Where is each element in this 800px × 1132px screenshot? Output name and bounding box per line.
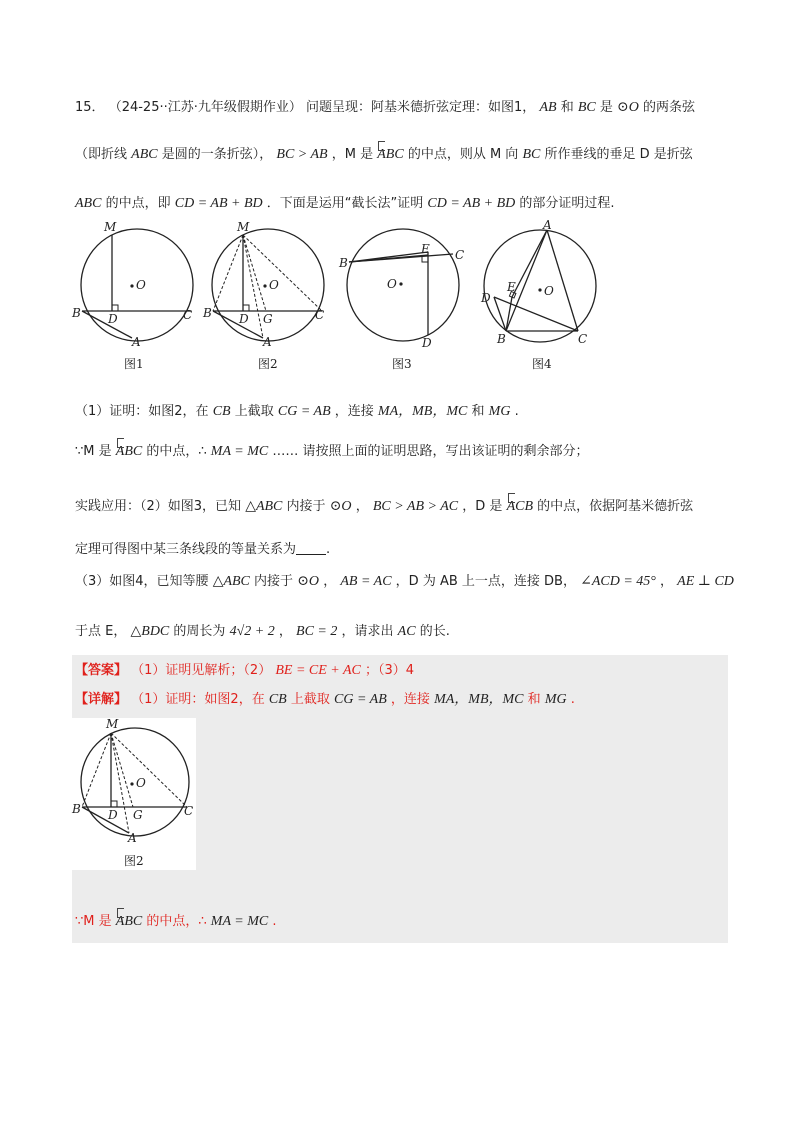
part-2-line-2 xyxy=(75,540,330,560)
text: ∵M 是 xyxy=(75,914,112,929)
text: （即折线 xyxy=(75,147,128,162)
text: 的长. xyxy=(419,624,450,639)
text: 的中点，∴ xyxy=(146,914,207,929)
detail-line xyxy=(75,690,575,710)
figure-2-detail xyxy=(72,717,196,848)
text: …… 请按照上面的证明思路，写出该证明的剩余部分； xyxy=(272,444,589,459)
label-O: O xyxy=(136,278,146,292)
text: 的周长为 xyxy=(173,624,226,639)
text: 和 xyxy=(471,404,485,419)
part-1-line xyxy=(75,402,519,422)
label-D: D xyxy=(422,336,432,350)
math-equation: BE = CE + AC xyxy=(275,663,361,678)
label-G: G xyxy=(263,312,273,326)
math-equation: CD = AB + BD xyxy=(427,196,516,211)
text: ， xyxy=(355,499,369,514)
label-C: C xyxy=(578,332,588,346)
text: 的中点，则从 M 向 xyxy=(407,147,519,162)
label-B: B xyxy=(72,802,81,816)
text: 和 xyxy=(527,692,541,707)
question-line-1 xyxy=(75,98,695,118)
label-D: D xyxy=(481,291,491,305)
label-B: B xyxy=(339,256,348,270)
part-3-line-2 xyxy=(75,622,450,642)
text: ∵M 是 xyxy=(75,444,112,459)
text: 上截取 xyxy=(290,692,330,707)
math-inequality: BC > AB xyxy=(276,147,328,162)
label-D: D xyxy=(108,808,118,822)
text: . xyxy=(272,914,277,929)
question-number: 15． xyxy=(75,100,105,115)
figure-2 xyxy=(203,222,333,352)
label-C: C xyxy=(184,804,194,818)
figure-2-detail-caption: 图2 xyxy=(124,854,144,868)
text: （1）证明见解析；（2） xyxy=(131,663,272,678)
math-BC: BC xyxy=(577,100,596,115)
math-AB: AB xyxy=(539,100,557,115)
answer-blank xyxy=(296,540,326,555)
text: ，M 是 xyxy=(331,147,374,162)
label-D: D xyxy=(239,312,249,326)
label-C: C xyxy=(455,248,465,262)
math-circleO: ⊙O xyxy=(329,499,352,514)
label-G: G xyxy=(133,808,143,822)
label-M: M xyxy=(237,220,250,234)
label-E: E xyxy=(421,242,430,256)
label-A: A xyxy=(132,335,141,349)
label-O: O xyxy=(136,776,146,790)
math-angle: ∠ACD = 45° xyxy=(580,574,656,589)
math-perimeter: 4√2 + 2 xyxy=(229,624,275,639)
math-triangle: △ABC xyxy=(212,574,250,589)
label-B: B xyxy=(203,306,212,320)
figure-4-caption: 图4 xyxy=(532,357,552,371)
math-equation: CG = AB xyxy=(277,404,331,419)
figure-3 xyxy=(335,222,465,352)
text: 的部分证明过程. xyxy=(519,196,615,211)
text: 问题呈现：阿基米德折弦定理：如图1， xyxy=(306,100,536,115)
math-perpendicular: AE ⊥ CD xyxy=(677,574,734,589)
question-line-3 xyxy=(75,194,615,214)
text: 的中点，即 xyxy=(105,196,171,211)
math-equation: CG = AB xyxy=(334,692,387,707)
label-E: E xyxy=(507,280,516,294)
part-2-line-1 xyxy=(75,497,693,517)
answer-line xyxy=(75,661,414,681)
math-CB: CB xyxy=(268,692,287,707)
math-equation: BC = 2 xyxy=(296,624,338,639)
label-O: O xyxy=(544,284,554,298)
detail-conclusion xyxy=(75,912,276,932)
math-segments: MA，MB，MC xyxy=(377,404,468,419)
text: ．下面是运用“截长法”证明 xyxy=(266,196,424,211)
label-B: B xyxy=(497,332,506,346)
label-C: C xyxy=(183,308,193,322)
math-arc-ABC: ABC xyxy=(377,145,403,165)
text: 上截取 xyxy=(234,404,274,419)
text: ， xyxy=(278,624,292,639)
math-arc-ABC: ABC xyxy=(116,912,142,932)
math-MG: MG xyxy=(544,692,567,707)
text: 内接于 xyxy=(286,499,326,514)
text: ，连接 xyxy=(334,404,374,419)
text: 实践应用：（2）如图3，已知 xyxy=(75,499,242,514)
label-B: B xyxy=(72,306,81,320)
figure-3-caption: 图3 xyxy=(392,357,412,371)
text: 的中点，依据阿基米德折弦 xyxy=(537,499,694,514)
text: ， xyxy=(323,574,337,589)
math-inequality: BC > AB > AC xyxy=(372,499,459,514)
math-equation: MA = MC xyxy=(210,444,269,459)
question-line-2 xyxy=(75,145,693,165)
text: 的两条弦 xyxy=(643,100,696,115)
label-C: C xyxy=(315,308,325,322)
label-A: A xyxy=(128,831,137,845)
label-A: A xyxy=(543,218,552,232)
math-circleO: ⊙O xyxy=(617,100,639,115)
question-source: （24-25··江苏·九年级假期作业） xyxy=(108,100,302,115)
text: （3）如图4，已知等腰 xyxy=(75,574,209,589)
figure-1-caption: 图1 xyxy=(124,357,144,371)
text: . xyxy=(570,692,575,707)
text: ，D 是 xyxy=(462,499,503,514)
math-AC: AC xyxy=(397,624,416,639)
figure-4 xyxy=(477,220,607,350)
text: 是 xyxy=(599,100,613,115)
math-MG: MG xyxy=(488,404,511,419)
text: ；（3）4 xyxy=(365,663,415,678)
text: 内接于 xyxy=(254,574,294,589)
text: ，请求出 xyxy=(341,624,394,639)
figure-2-caption: 图2 xyxy=(258,357,278,371)
label-M: M xyxy=(104,220,117,234)
math-ABC: ABC xyxy=(75,196,102,211)
math-circleO: ⊙O xyxy=(297,574,320,589)
text: ， xyxy=(660,574,674,589)
label-O: O xyxy=(387,277,397,291)
detail-label: 【详解】 xyxy=(75,692,128,707)
figure-1 xyxy=(72,222,202,352)
label-O: O xyxy=(269,278,279,292)
math-ABC: ABC xyxy=(131,147,158,162)
text: 所作垂线的垂足 D 是折弦 xyxy=(544,147,693,162)
part-1-continuation xyxy=(75,442,588,462)
part-3-line-1 xyxy=(75,572,734,592)
math-triangle: △ABC xyxy=(245,499,283,514)
label-A: A xyxy=(263,335,272,349)
text: . xyxy=(326,542,331,557)
text: 和 xyxy=(560,100,574,115)
text: 定理可得图中某三条线段的等量关系为 xyxy=(75,542,297,557)
text: 是圆的一条折弦）， xyxy=(161,147,273,162)
math-equation: AB = AC xyxy=(340,574,392,589)
math-triangle: △BDC xyxy=(130,624,170,639)
math-segments: MA，MB，MC xyxy=(434,692,524,707)
text: ，D 为 AB 上一点，连接 DB， xyxy=(395,574,576,589)
math-equation: MA = MC xyxy=(210,914,269,929)
label-D: D xyxy=(108,312,118,326)
text: 于点 E， xyxy=(75,624,127,639)
text: （1）证明：如图2，在 xyxy=(75,404,209,419)
text: ，连接 xyxy=(390,692,430,707)
math-CB: CB xyxy=(212,404,231,419)
text: 的中点，∴ xyxy=(146,444,207,459)
math-arc-ACB: ACB xyxy=(507,497,533,517)
math-equation: CD = AB + BD xyxy=(174,196,263,211)
math-arc-ABC: ABC xyxy=(116,442,142,462)
math-BC: BC xyxy=(522,147,541,162)
answer-label: 【答案】 xyxy=(75,663,128,678)
text: . xyxy=(514,404,519,419)
label-M: M xyxy=(106,717,119,731)
text: （1）证明：如图2，在 xyxy=(131,692,265,707)
